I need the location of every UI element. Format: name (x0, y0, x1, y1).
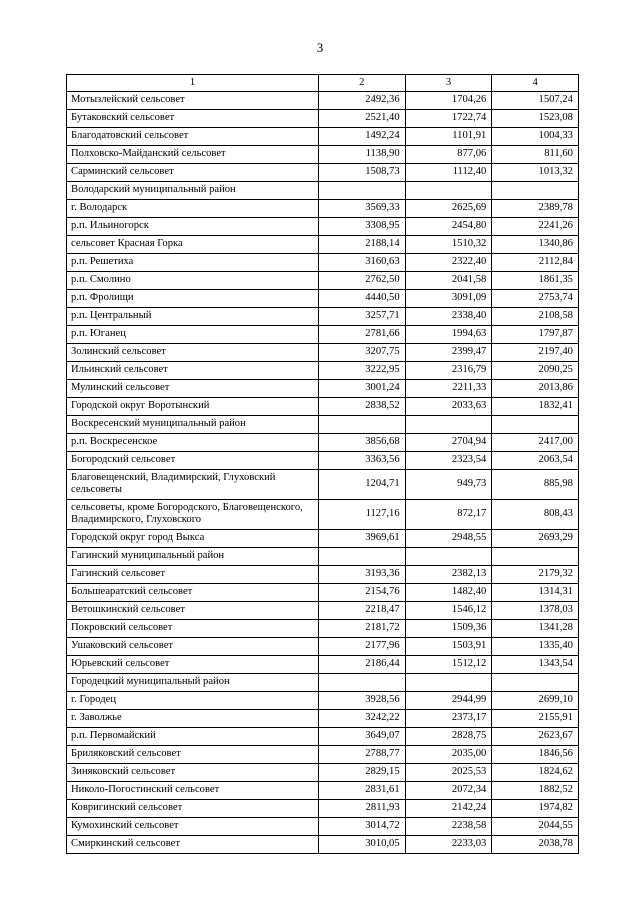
value-cell-col2: 1204,71 (319, 470, 406, 500)
value-cell-col4: 1314,31 (492, 584, 579, 602)
value-cell-col4: 1523,08 (492, 110, 579, 128)
value-cell-col2: 2177,96 (319, 638, 406, 656)
value-cell-col4: 2155,91 (492, 710, 579, 728)
value-cell-col3: 2238,58 (405, 818, 492, 836)
value-cell-col2: 3928,56 (319, 692, 406, 710)
value-cell-col4: 2013,86 (492, 380, 579, 398)
value-cell-col3: 1503,91 (405, 638, 492, 656)
row-name-cell: Благовещенский, Владимирский, Глуховский сельсоветы (67, 470, 319, 500)
table-row (67, 146, 579, 164)
row-name-cell: Городской округ Воротынский (67, 398, 319, 416)
table-row (67, 710, 579, 728)
table-row (67, 200, 579, 218)
table-row (67, 566, 579, 584)
table-row (67, 362, 579, 380)
table-row (67, 398, 579, 416)
row-name-cell: р.п. Юганец (67, 326, 319, 344)
row-name-cell: Ветошкинский сельсовет (67, 602, 319, 620)
value-cell-col2: 2781,66 (319, 326, 406, 344)
value-cell-col4: 811,60 (492, 146, 579, 164)
value-cell-col2: 3856,68 (319, 434, 406, 452)
row-name-cell: Ильинский сельсовет (67, 362, 319, 380)
value-cell-col2: 3242,22 (319, 710, 406, 728)
value-cell-col2: 3222,95 (319, 362, 406, 380)
row-name-cell: Золинский сельсовет (67, 344, 319, 362)
table-row (67, 836, 579, 854)
value-cell-col3: 1112,40 (405, 164, 492, 182)
value-cell-col2: 3207,75 (319, 344, 406, 362)
value-cell-col2: 3649,07 (319, 728, 406, 746)
value-cell-col2: 3969,61 (319, 530, 406, 548)
row-name-cell: Зиняковский сельсовет (67, 764, 319, 782)
table-row (67, 584, 579, 602)
row-name-cell: Ковригинский сельсовет (67, 800, 319, 818)
table-row (67, 182, 579, 200)
table-row (67, 254, 579, 272)
value-cell-col4: 1861,35 (492, 272, 579, 290)
value-cell-col3: 1546,12 (405, 602, 492, 620)
value-cell-col3 (405, 182, 492, 200)
value-cell-col4: 2044,55 (492, 818, 579, 836)
value-cell-col3: 3091,09 (405, 290, 492, 308)
value-cell-col2: 4440,50 (319, 290, 406, 308)
row-name-cell: сельсоветы, кроме Богородского, Благовещенского, Владимирского, Глуховского (67, 500, 319, 530)
value-cell-col4: 2241,26 (492, 218, 579, 236)
value-cell-col4: 1378,03 (492, 602, 579, 620)
table-row (67, 620, 579, 638)
value-cell-col4: 2179,32 (492, 566, 579, 584)
value-cell-col2: 2829,15 (319, 764, 406, 782)
value-cell-col2: 2181,72 (319, 620, 406, 638)
value-cell-col3 (405, 674, 492, 692)
value-cell-col4: 1013,32 (492, 164, 579, 182)
table-row (67, 692, 579, 710)
data-table (66, 74, 579, 854)
row-name-cell: Ушаковский сельсовет (67, 638, 319, 656)
value-cell-col3: 2948,55 (405, 530, 492, 548)
value-cell-col2: 3308,95 (319, 218, 406, 236)
value-cell-col4: 1335,40 (492, 638, 579, 656)
table-row (67, 674, 579, 692)
row-name-cell: Городской округ город Выкса (67, 530, 319, 548)
table-row (67, 164, 579, 182)
value-cell-col2: 2492,36 (319, 92, 406, 110)
value-cell-col4: 1974,82 (492, 800, 579, 818)
value-cell-col4: 2693,29 (492, 530, 579, 548)
table-row (67, 236, 579, 254)
table-row (67, 272, 579, 290)
page-number: 3 (316, 40, 324, 55)
table-row (67, 782, 579, 800)
value-cell-col2: 2788,77 (319, 746, 406, 764)
value-cell-col3: 2382,13 (405, 566, 492, 584)
table-row (67, 344, 579, 362)
column-header-3: 3 (405, 75, 492, 92)
value-cell-col2: 2188,14 (319, 236, 406, 254)
table-body (67, 92, 579, 854)
value-cell-col3: 2316,79 (405, 362, 492, 380)
row-name-cell: Николо-Погостинский сельсовет (67, 782, 319, 800)
table-row (67, 110, 579, 128)
row-name-cell: Полховско-Майданский сельсовет (67, 146, 319, 164)
row-name-cell: Смиркинский сельсовет (67, 836, 319, 854)
value-cell-col4: 1824,62 (492, 764, 579, 782)
value-cell-col4 (492, 182, 579, 200)
table-row (67, 128, 579, 146)
value-cell-col3: 2454,80 (405, 218, 492, 236)
value-cell-col2 (319, 548, 406, 566)
value-cell-col2: 2838,52 (319, 398, 406, 416)
row-name-cell: г. Заволжье (67, 710, 319, 728)
row-name-cell: Бутаковский сельсовет (67, 110, 319, 128)
value-cell-col3: 1509,36 (405, 620, 492, 638)
value-cell-col4: 2038,78 (492, 836, 579, 854)
value-cell-col4: 1846,56 (492, 746, 579, 764)
value-cell-col4: 1341,28 (492, 620, 579, 638)
row-name-cell: Гагинский муниципальный район (67, 548, 319, 566)
value-cell-col3: 2041,58 (405, 272, 492, 290)
value-cell-col3: 2704,94 (405, 434, 492, 452)
value-cell-col2: 1492,24 (319, 128, 406, 146)
table-row (67, 728, 579, 746)
value-cell-col2 (319, 674, 406, 692)
value-cell-col3: 2033,63 (405, 398, 492, 416)
row-name-cell: Мотызлейский сельсовет (67, 92, 319, 110)
value-cell-col4: 2112,84 (492, 254, 579, 272)
value-cell-col4: 1882,52 (492, 782, 579, 800)
row-name-cell: р.п. Решетиха (67, 254, 319, 272)
value-cell-col3: 1994,63 (405, 326, 492, 344)
row-name-cell: г. Володарск (67, 200, 319, 218)
value-cell-col3: 2035,00 (405, 746, 492, 764)
row-name-cell: р.п. Первомайский (67, 728, 319, 746)
table-row (67, 530, 579, 548)
row-name-cell: р.п. Фролищи (67, 290, 319, 308)
value-cell-col4: 1340,86 (492, 236, 579, 254)
table-row (67, 500, 579, 530)
value-cell-col3: 2944,99 (405, 692, 492, 710)
row-name-cell: Богородский сельсовет (67, 452, 319, 470)
value-cell-col4: 1343,54 (492, 656, 579, 674)
row-name-cell: р.п. Воскресенское (67, 434, 319, 452)
table-row (67, 800, 579, 818)
value-cell-col4: 1004,33 (492, 128, 579, 146)
row-name-cell: Воскресенский муниципальный район (67, 416, 319, 434)
row-name-cell: Большеаратский сельсовет (67, 584, 319, 602)
table-row (67, 818, 579, 836)
value-cell-col4 (492, 548, 579, 566)
column-header-1: 1 (67, 75, 319, 92)
value-cell-col4: 808,43 (492, 500, 579, 530)
value-cell-col4: 1797,87 (492, 326, 579, 344)
row-name-cell: Городецкий муниципальный район (67, 674, 319, 692)
value-cell-col4 (492, 416, 579, 434)
value-cell-col3: 2233,03 (405, 836, 492, 854)
value-cell-col3: 1704,26 (405, 92, 492, 110)
value-cell-col2: 2218,47 (319, 602, 406, 620)
value-cell-col3: 2072,34 (405, 782, 492, 800)
value-cell-col4: 1832,41 (492, 398, 579, 416)
value-cell-col3: 2142,24 (405, 800, 492, 818)
value-cell-col3: 1510,32 (405, 236, 492, 254)
table-header-row (67, 75, 579, 92)
value-cell-col3: 949,73 (405, 470, 492, 500)
value-cell-col3: 2625,69 (405, 200, 492, 218)
row-name-cell: Покровский сельсовет (67, 620, 319, 638)
row-name-cell: Мулинский сельсовет (67, 380, 319, 398)
value-cell-col2: 2186,44 (319, 656, 406, 674)
value-cell-col4: 1507,24 (492, 92, 579, 110)
row-name-cell: Благодатовский сельсовет (67, 128, 319, 146)
value-cell-col3: 2211,33 (405, 380, 492, 398)
value-cell-col2: 3010,05 (319, 836, 406, 854)
table-row (67, 470, 579, 500)
value-cell-col2 (319, 416, 406, 434)
column-header-4: 4 (492, 75, 579, 92)
table-row (67, 656, 579, 674)
value-cell-col3: 2323,54 (405, 452, 492, 470)
value-cell-col4: 2108,58 (492, 308, 579, 326)
value-cell-col2: 1138,90 (319, 146, 406, 164)
table-row (67, 434, 579, 452)
value-cell-col3: 872,17 (405, 500, 492, 530)
value-cell-col3: 877,06 (405, 146, 492, 164)
value-cell-col3: 2338,40 (405, 308, 492, 326)
value-cell-col2: 3257,71 (319, 308, 406, 326)
value-cell-col3: 1101,91 (405, 128, 492, 146)
value-cell-col2: 1127,16 (319, 500, 406, 530)
value-cell-col2: 3014,72 (319, 818, 406, 836)
value-cell-col4: 2753,74 (492, 290, 579, 308)
value-cell-col3: 2828,75 (405, 728, 492, 746)
row-name-cell: Гагинский сельсовет (67, 566, 319, 584)
row-name-cell: р.п. Ильиногорск (67, 218, 319, 236)
table-row (67, 602, 579, 620)
value-cell-col4: 2417,00 (492, 434, 579, 452)
table-row (67, 764, 579, 782)
value-cell-col2: 3569,33 (319, 200, 406, 218)
value-cell-col4: 2623,67 (492, 728, 579, 746)
table-row (67, 416, 579, 434)
value-cell-col4: 2090,25 (492, 362, 579, 380)
value-cell-col3: 2399,47 (405, 344, 492, 362)
value-cell-col3: 1482,40 (405, 584, 492, 602)
value-cell-col3: 2025,53 (405, 764, 492, 782)
table-row (67, 218, 579, 236)
value-cell-col3: 2373,17 (405, 710, 492, 728)
table-row (67, 92, 579, 110)
value-cell-col3: 1722,74 (405, 110, 492, 128)
table-row (67, 326, 579, 344)
value-cell-col4 (492, 674, 579, 692)
row-name-cell: Кумохинский сельсовет (67, 818, 319, 836)
value-cell-col2: 2521,40 (319, 110, 406, 128)
row-name-cell: сельсовет Красная Горка (67, 236, 319, 254)
value-cell-col3: 1512,12 (405, 656, 492, 674)
table-row (67, 638, 579, 656)
value-cell-col2: 2831,61 (319, 782, 406, 800)
table-row (67, 746, 579, 764)
value-cell-col2: 3001,24 (319, 380, 406, 398)
value-cell-col3 (405, 416, 492, 434)
row-name-cell: Володарский муниципальный район (67, 182, 319, 200)
value-cell-col2: 3193,36 (319, 566, 406, 584)
value-cell-col4: 2063,54 (492, 452, 579, 470)
column-header-2: 2 (319, 75, 406, 92)
row-name-cell: г. Городец (67, 692, 319, 710)
table-row (67, 290, 579, 308)
value-cell-col2: 2811,93 (319, 800, 406, 818)
value-cell-col4: 885,98 (492, 470, 579, 500)
table-row (67, 548, 579, 566)
row-name-cell: р.п. Смолино (67, 272, 319, 290)
value-cell-col2: 2154,76 (319, 584, 406, 602)
value-cell-col2: 2762,50 (319, 272, 406, 290)
row-name-cell: Сарминский сельсовет (67, 164, 319, 182)
value-cell-col4: 2197,40 (492, 344, 579, 362)
table-row (67, 380, 579, 398)
table-row (67, 452, 579, 470)
row-name-cell: р.п. Центральный (67, 308, 319, 326)
value-cell-col2: 3363,56 (319, 452, 406, 470)
value-cell-col4: 2389,78 (492, 200, 579, 218)
value-cell-col3 (405, 548, 492, 566)
row-name-cell: Юрьевский сельсовет (67, 656, 319, 674)
value-cell-col3: 2322,40 (405, 254, 492, 272)
value-cell-col4: 2699,10 (492, 692, 579, 710)
value-cell-col2: 1508,73 (319, 164, 406, 182)
value-cell-col2: 3160,63 (319, 254, 406, 272)
table-row (67, 308, 579, 326)
value-cell-col2 (319, 182, 406, 200)
row-name-cell: Бриляковский сельсовет (67, 746, 319, 764)
